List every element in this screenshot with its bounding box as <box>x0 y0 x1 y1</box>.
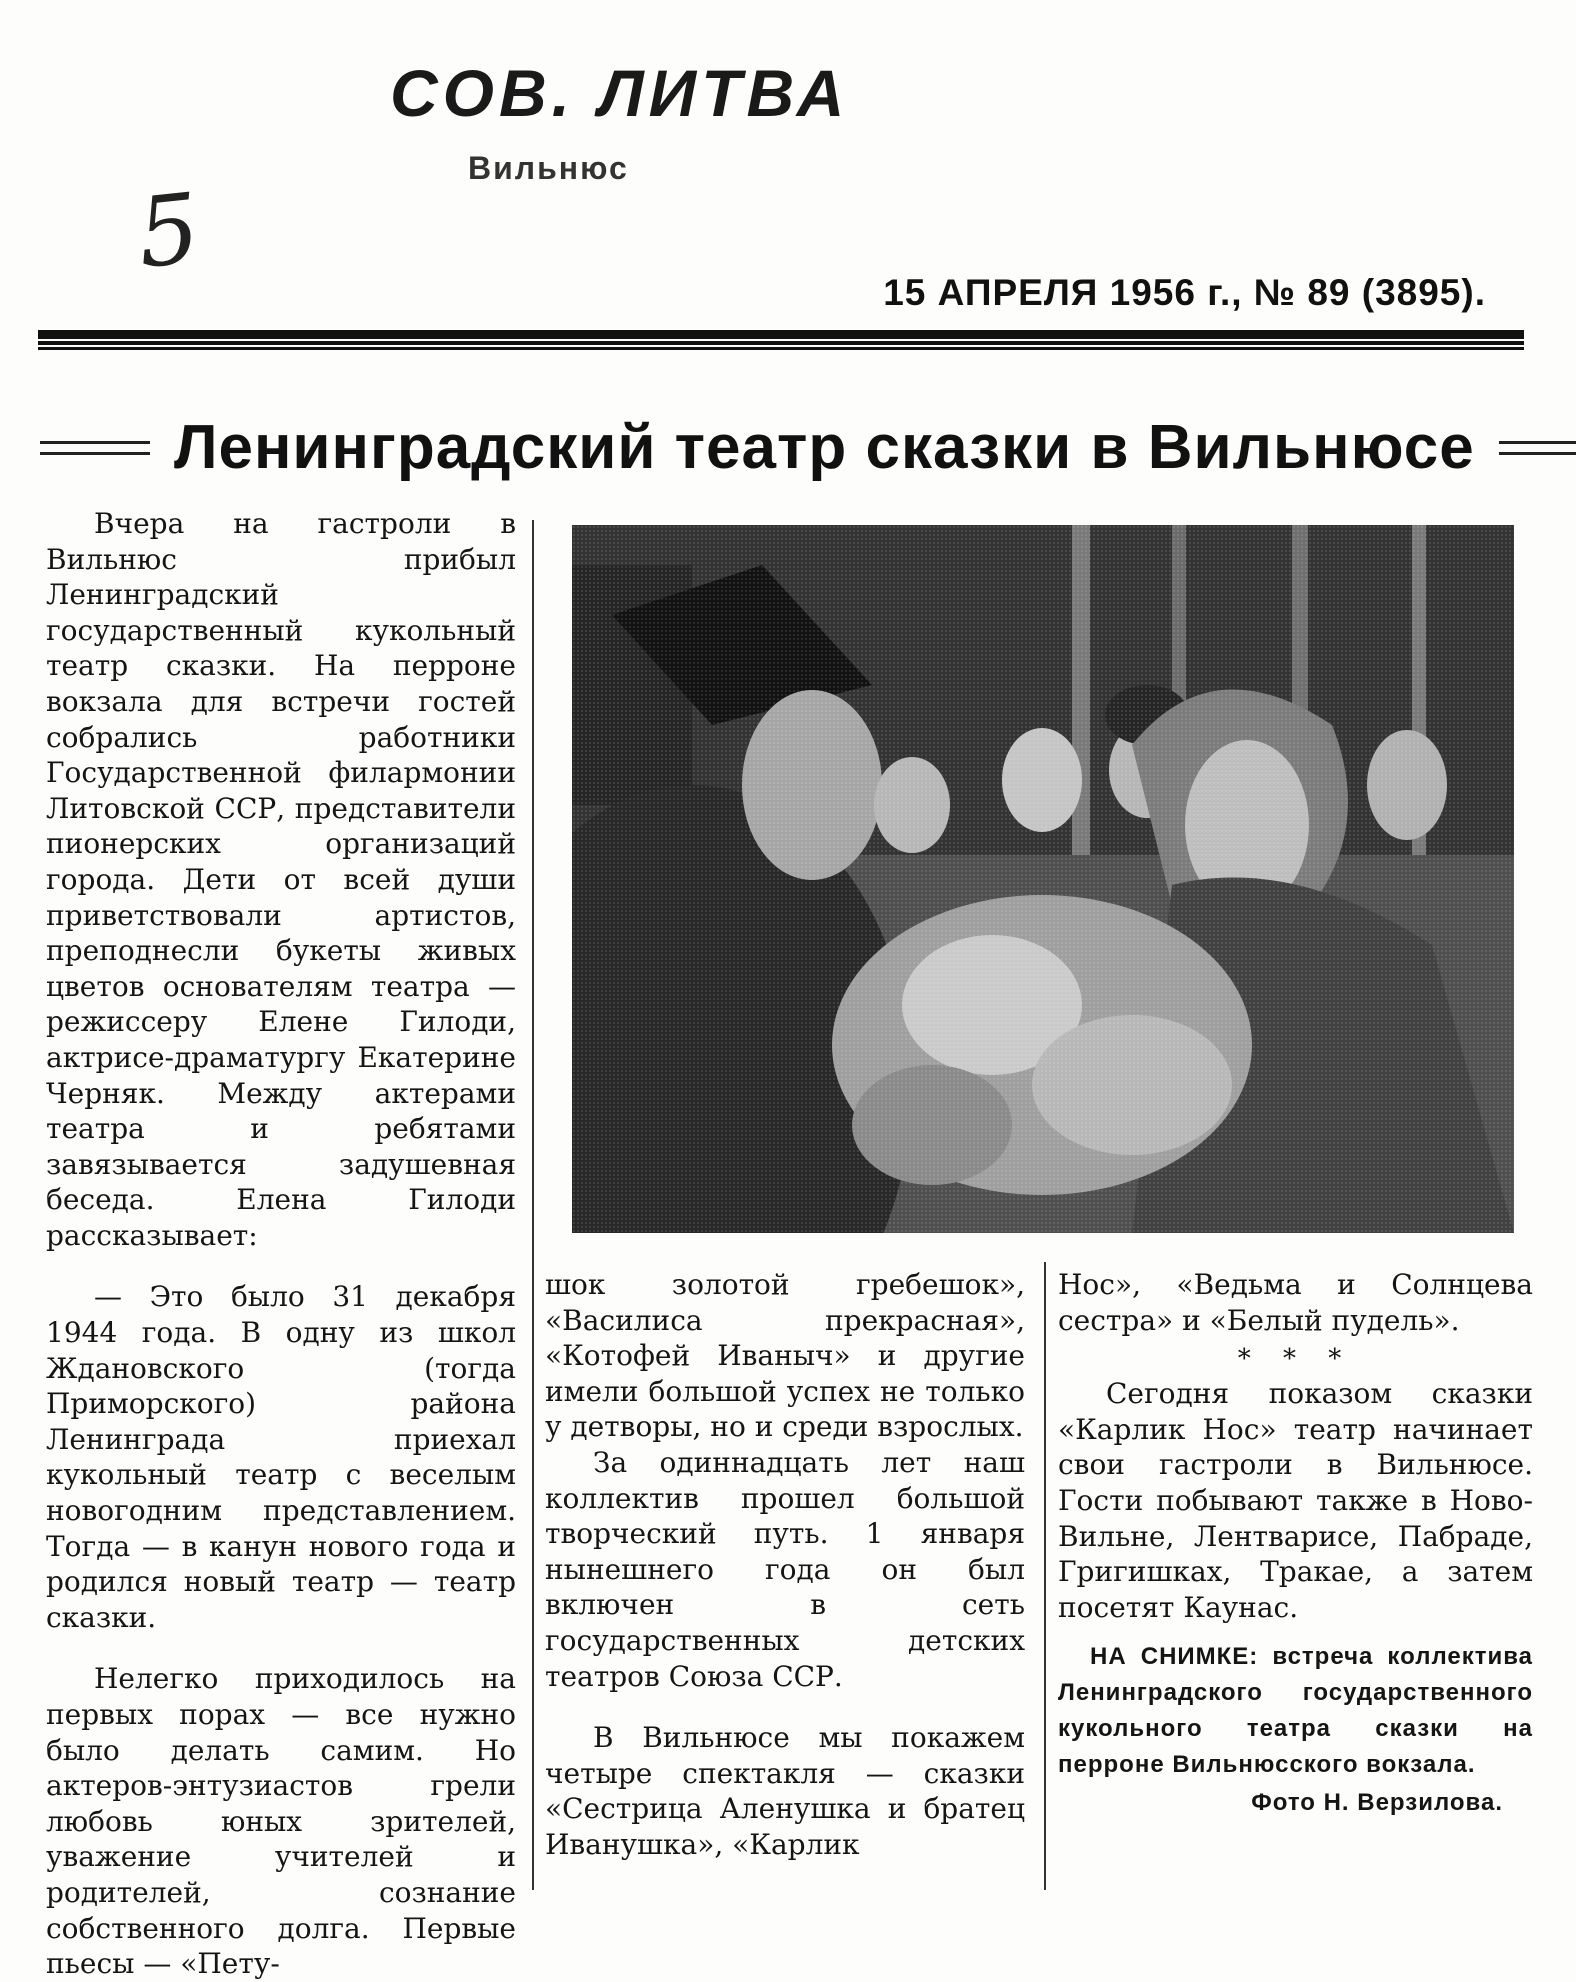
article-column-1 <box>46 506 516 1982</box>
caption-lead: НА СНИМКЕ: <box>1090 1643 1259 1671</box>
paragraph: Сегодня показом сказки «Карлик Нос» театр начинает свои гастроли в Вильнюсе. Гости побывают также в Ново-Вильне, Лентварисе, Пабраде, Григишках, Тракае, а затем посетят Каунас. <box>1058 1377 1533 1624</box>
column-divider <box>532 520 534 1890</box>
section-separator: * * * <box>1237 1344 1354 1375</box>
paragraph: В Вильнюсе мы покажем четыре спектакля — сказки «Сестрица Аленушка и братец Иванушка», «Карлик <box>545 1721 1025 1861</box>
caption-text: встреча коллектива Ленинградского государственного кукольного театра сказки на перроне Вильнюсского вокзала. <box>1058 1643 1534 1779</box>
paragraph-continued: Нос», «Ведьма и Солнцева сестра» и «Белый пудель». <box>1058 1268 1533 1337</box>
header-rule <box>38 330 1524 350</box>
paragraph: За одиннадцать лет наш коллектив прошел большой творческий путь. 1 января нынешнего года он был включен в сеть государственных детских театров Союза ССР. <box>545 1445 1025 1693</box>
paragraph-continued: шок золотой гребешок», «Василиса прекрасная», «Котофей Иваныч» и другие имели большой успех не только у детворы, но и среди взрослых. <box>545 1268 1025 1444</box>
dateline: 15 АПРЕЛЯ 1956 г., № 89 (3895). <box>883 272 1486 313</box>
photo-caption <box>1058 1639 1533 1783</box>
article-column-2 <box>545 1267 1025 1863</box>
masthead-name: СОВ. ЛИТВА <box>390 56 850 130</box>
masthead-city: Вильнюс <box>468 150 629 186</box>
headline: Ленинградский театр сказки в Вильнюсе <box>174 413 1475 482</box>
headline-dash-left <box>40 441 150 455</box>
headline-row <box>40 412 1530 483</box>
paragraph: — Это было 31 декабря 1944 года. В одну из школ Ждановского (тогда Приморского) района Ленинграда приехал кукольный театр с веселым новогодним представлением. Тогда — в канун нового года и родился новый театр — театр сказки. <box>46 1280 516 1634</box>
handwritten-mark: 5 <box>132 172 205 290</box>
news-photo <box>572 525 1514 1233</box>
paragraph: Нелегко приходилось на первых порах — все нужно было делать самим. Но актеров-энтузиастов грели любовь юных зрителей, уважение учителей и родителей, сознание собственного долга. Первые пьесы — «Пету- <box>46 1662 516 1981</box>
photo-credit: Фото Н. Верзилова. <box>1251 1789 1503 1817</box>
article-column-3 <box>1058 1267 1533 1821</box>
headline-dash-right <box>1499 441 1576 455</box>
column-divider <box>1044 1262 1046 1890</box>
paragraph: Вчера на гастроли в Вильнюс прибыл Ленинградский государственный кукольный театр сказки. На перроне вокзала для встречи гостей собрались работники Государственной филармонии Литовской ССР, представители пионерских организаций города. Дети от всей души приветствовали артистов, преподнесли букеты живых цветов основателям театра — режиссеру Елене Гилоди, актрисе-драматургу Екатерине Черняк. Между актерами театра и ребятами завязывается задушевная беседа. Елена Гилоди рассказывает: <box>46 507 516 1252</box>
